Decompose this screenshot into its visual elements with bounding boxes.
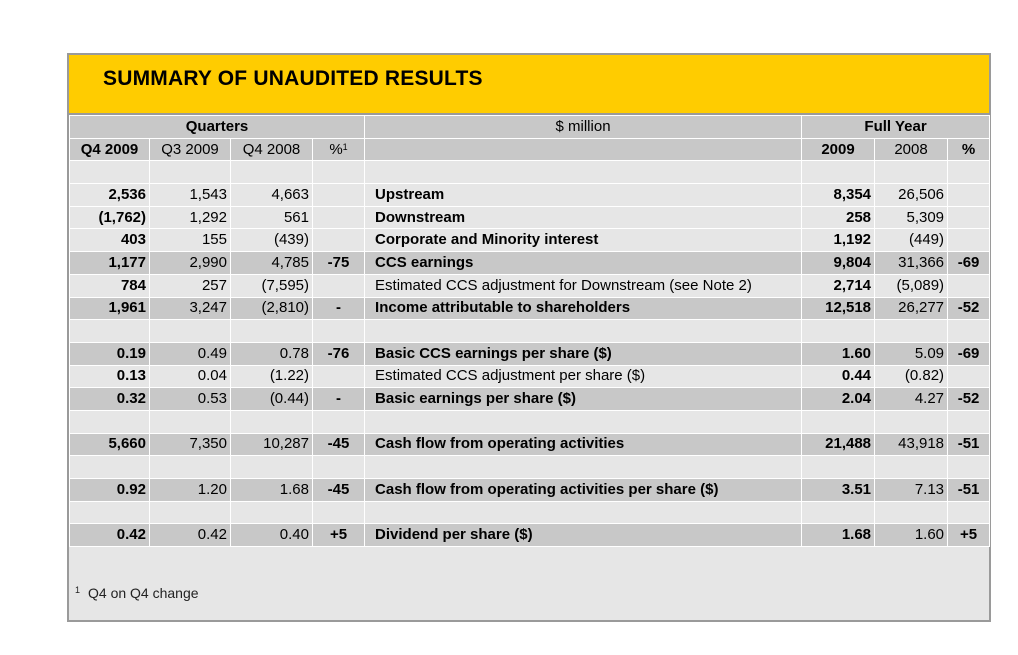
cell-fy-pct xyxy=(948,229,990,252)
cell-fy-2009: 258 xyxy=(802,206,875,229)
cell-label: Estimated CCS adjustment for Downstream (see Note 2) xyxy=(365,274,802,297)
cell-q4-2009: 1,177 xyxy=(70,252,150,275)
cell-q4-2009: 0.13 xyxy=(70,365,150,388)
col-header-fy-2009: 2009 xyxy=(802,138,875,161)
cell-pct xyxy=(313,274,365,297)
cell-label: CCS earnings xyxy=(365,252,802,275)
pct-footnote-marker: 1 xyxy=(342,141,348,152)
cell-fy-2008: 4.27 xyxy=(875,388,948,411)
cell-q3-2009: 3,247 xyxy=(150,297,231,320)
cell-pct xyxy=(313,184,365,207)
cell-q4-2009: 0.42 xyxy=(70,524,150,547)
cell-label: Income attributable to shareholders xyxy=(365,297,802,320)
col-header-blank xyxy=(365,138,802,161)
cell-label: Downstream xyxy=(365,206,802,229)
cell-fy-2009: 1.60 xyxy=(802,342,875,365)
cell-q4-2009: 784 xyxy=(70,274,150,297)
spacer-row xyxy=(70,501,990,524)
results-table xyxy=(69,115,990,547)
cell-fy-pct: -52 xyxy=(948,297,990,320)
cell-pct: -75 xyxy=(313,252,365,275)
cell-label: Estimated CCS adjustment per share ($) xyxy=(365,365,802,388)
results-panel xyxy=(67,53,991,622)
cell-q3-2009: 1.20 xyxy=(150,479,231,502)
table-row xyxy=(70,479,990,502)
cell-pct: +5 xyxy=(313,524,365,547)
cell-q4-2008: (7,595) xyxy=(231,274,313,297)
cell-q4-2009: 0.92 xyxy=(70,479,150,502)
cell-q3-2009: 257 xyxy=(150,274,231,297)
cell-fy-pct xyxy=(948,365,990,388)
col-header-fy-2008: 2008 xyxy=(875,138,948,161)
cell-fy-pct xyxy=(948,274,990,297)
cell-fy-pct xyxy=(948,184,990,207)
cell-fy-pct xyxy=(948,206,990,229)
cell-fy-pct: -69 xyxy=(948,342,990,365)
cell-fy-2009: 9,804 xyxy=(802,252,875,275)
spacer-row xyxy=(70,410,990,433)
cell-q3-2009: 2,990 xyxy=(150,252,231,275)
cell-q4-2009: 0.19 xyxy=(70,342,150,365)
cell-fy-2008: (5,089) xyxy=(875,274,948,297)
table-row xyxy=(70,297,990,320)
table-row xyxy=(70,229,990,252)
quarters-header: Quarters xyxy=(70,116,365,139)
spacer-row xyxy=(70,161,990,184)
cell-pct: - xyxy=(313,297,365,320)
cell-fy-2008: 1.60 xyxy=(875,524,948,547)
spacer-row xyxy=(70,456,990,479)
cell-q4-2009: 403 xyxy=(70,229,150,252)
cell-fy-pct: -51 xyxy=(948,433,990,456)
cell-fy-2008: 7.13 xyxy=(875,479,948,502)
cell-fy-2009: 8,354 xyxy=(802,184,875,207)
cell-pct xyxy=(313,229,365,252)
table-row xyxy=(70,342,990,365)
cell-pct xyxy=(313,365,365,388)
cell-q4-2009: 0.32 xyxy=(70,388,150,411)
cell-q4-2009: 5,660 xyxy=(70,433,150,456)
col-header-q4-2009: Q4 2009 xyxy=(70,138,150,161)
col-header-fy-pct: % xyxy=(948,138,990,161)
cell-q3-2009: 0.04 xyxy=(150,365,231,388)
cell-q4-2008: 4,785 xyxy=(231,252,313,275)
cell-fy-2009: 21,488 xyxy=(802,433,875,456)
cell-q4-2008: (1.22) xyxy=(231,365,313,388)
col-header-pct-text: % xyxy=(329,140,343,158)
cell-q4-2008: 4,663 xyxy=(231,184,313,207)
cell-q3-2009: 7,350 xyxy=(150,433,231,456)
footnote-text: Q4 on Q4 change xyxy=(88,585,199,601)
cell-q4-2008: 0.40 xyxy=(231,524,313,547)
cell-fy-2008: 43,918 xyxy=(875,433,948,456)
spacer-row xyxy=(70,320,990,343)
table-row xyxy=(70,184,990,207)
cell-fy-2008: (449) xyxy=(875,229,948,252)
cell-fy-2009: 1.68 xyxy=(802,524,875,547)
cell-label: Upstream xyxy=(365,184,802,207)
cell-q3-2009: 155 xyxy=(150,229,231,252)
header-cols-row xyxy=(70,138,990,161)
table-row xyxy=(70,433,990,456)
page-title: SUMMARY OF UNAUDITED RESULTS xyxy=(103,67,483,90)
cell-label: Basic earnings per share ($) xyxy=(365,388,802,411)
cell-fy-2009: 2.04 xyxy=(802,388,875,411)
cell-q4-2008: (2,810) xyxy=(231,297,313,320)
cell-fy-pct: -69 xyxy=(948,252,990,275)
cell-q3-2009: 0.42 xyxy=(150,524,231,547)
cell-label: Cash flow from operating activities per share ($) xyxy=(365,479,802,502)
table-row xyxy=(70,524,990,547)
col-header-q4-2008: Q4 2008 xyxy=(231,138,313,161)
table-row xyxy=(70,274,990,297)
cell-q4-2009: (1,762) xyxy=(70,206,150,229)
table-row xyxy=(70,252,990,275)
cell-q4-2008: (0.44) xyxy=(231,388,313,411)
cell-fy-pct: +5 xyxy=(948,524,990,547)
unit-header: $ million xyxy=(365,116,802,139)
cell-fy-2008: 26,277 xyxy=(875,297,948,320)
cell-q3-2009: 1,292 xyxy=(150,206,231,229)
cell-q4-2008: 0.78 xyxy=(231,342,313,365)
cell-fy-2008: 26,506 xyxy=(875,184,948,207)
col-header-q3-2009: Q3 2009 xyxy=(150,138,231,161)
cell-pct: -45 xyxy=(313,479,365,502)
full-year-header: Full Year xyxy=(802,116,990,139)
footnote xyxy=(75,585,199,601)
cell-pct: - xyxy=(313,388,365,411)
cell-fy-2009: 2,714 xyxy=(802,274,875,297)
col-header-pct xyxy=(313,138,365,161)
cell-q4-2009: 1,961 xyxy=(70,297,150,320)
cell-fy-2009: 0.44 xyxy=(802,365,875,388)
cell-fy-2008: 5.09 xyxy=(875,342,948,365)
cell-fy-2009: 12,518 xyxy=(802,297,875,320)
table-row xyxy=(70,388,990,411)
cell-fy-pct: -51 xyxy=(948,479,990,502)
cell-q4-2008: 1.68 xyxy=(231,479,313,502)
cell-pct: -76 xyxy=(313,342,365,365)
cell-q4-2009: 2,536 xyxy=(70,184,150,207)
cell-fy-2008: (0.82) xyxy=(875,365,948,388)
cell-pct: -45 xyxy=(313,433,365,456)
cell-label: Corporate and Minority interest xyxy=(365,229,802,252)
title-bar xyxy=(69,55,989,115)
cell-label: Dividend per share ($) xyxy=(365,524,802,547)
table-row xyxy=(70,365,990,388)
cell-fy-2009: 1,192 xyxy=(802,229,875,252)
cell-q3-2009: 0.53 xyxy=(150,388,231,411)
table-row xyxy=(70,206,990,229)
cell-fy-pct: -52 xyxy=(948,388,990,411)
cell-q4-2008: 10,287 xyxy=(231,433,313,456)
cell-label: Basic CCS earnings per share ($) xyxy=(365,342,802,365)
cell-q4-2008: (439) xyxy=(231,229,313,252)
cell-pct xyxy=(313,206,365,229)
cell-fy-2008: 31,366 xyxy=(875,252,948,275)
cell-q3-2009: 1,543 xyxy=(150,184,231,207)
cell-fy-2009: 3.51 xyxy=(802,479,875,502)
cell-q3-2009: 0.49 xyxy=(150,342,231,365)
cell-label: Cash flow from operating activities xyxy=(365,433,802,456)
cell-fy-2008: 5,309 xyxy=(875,206,948,229)
footnote-marker: 1 xyxy=(75,585,81,595)
cell-q4-2008: 561 xyxy=(231,206,313,229)
header-group-row xyxy=(70,116,990,139)
